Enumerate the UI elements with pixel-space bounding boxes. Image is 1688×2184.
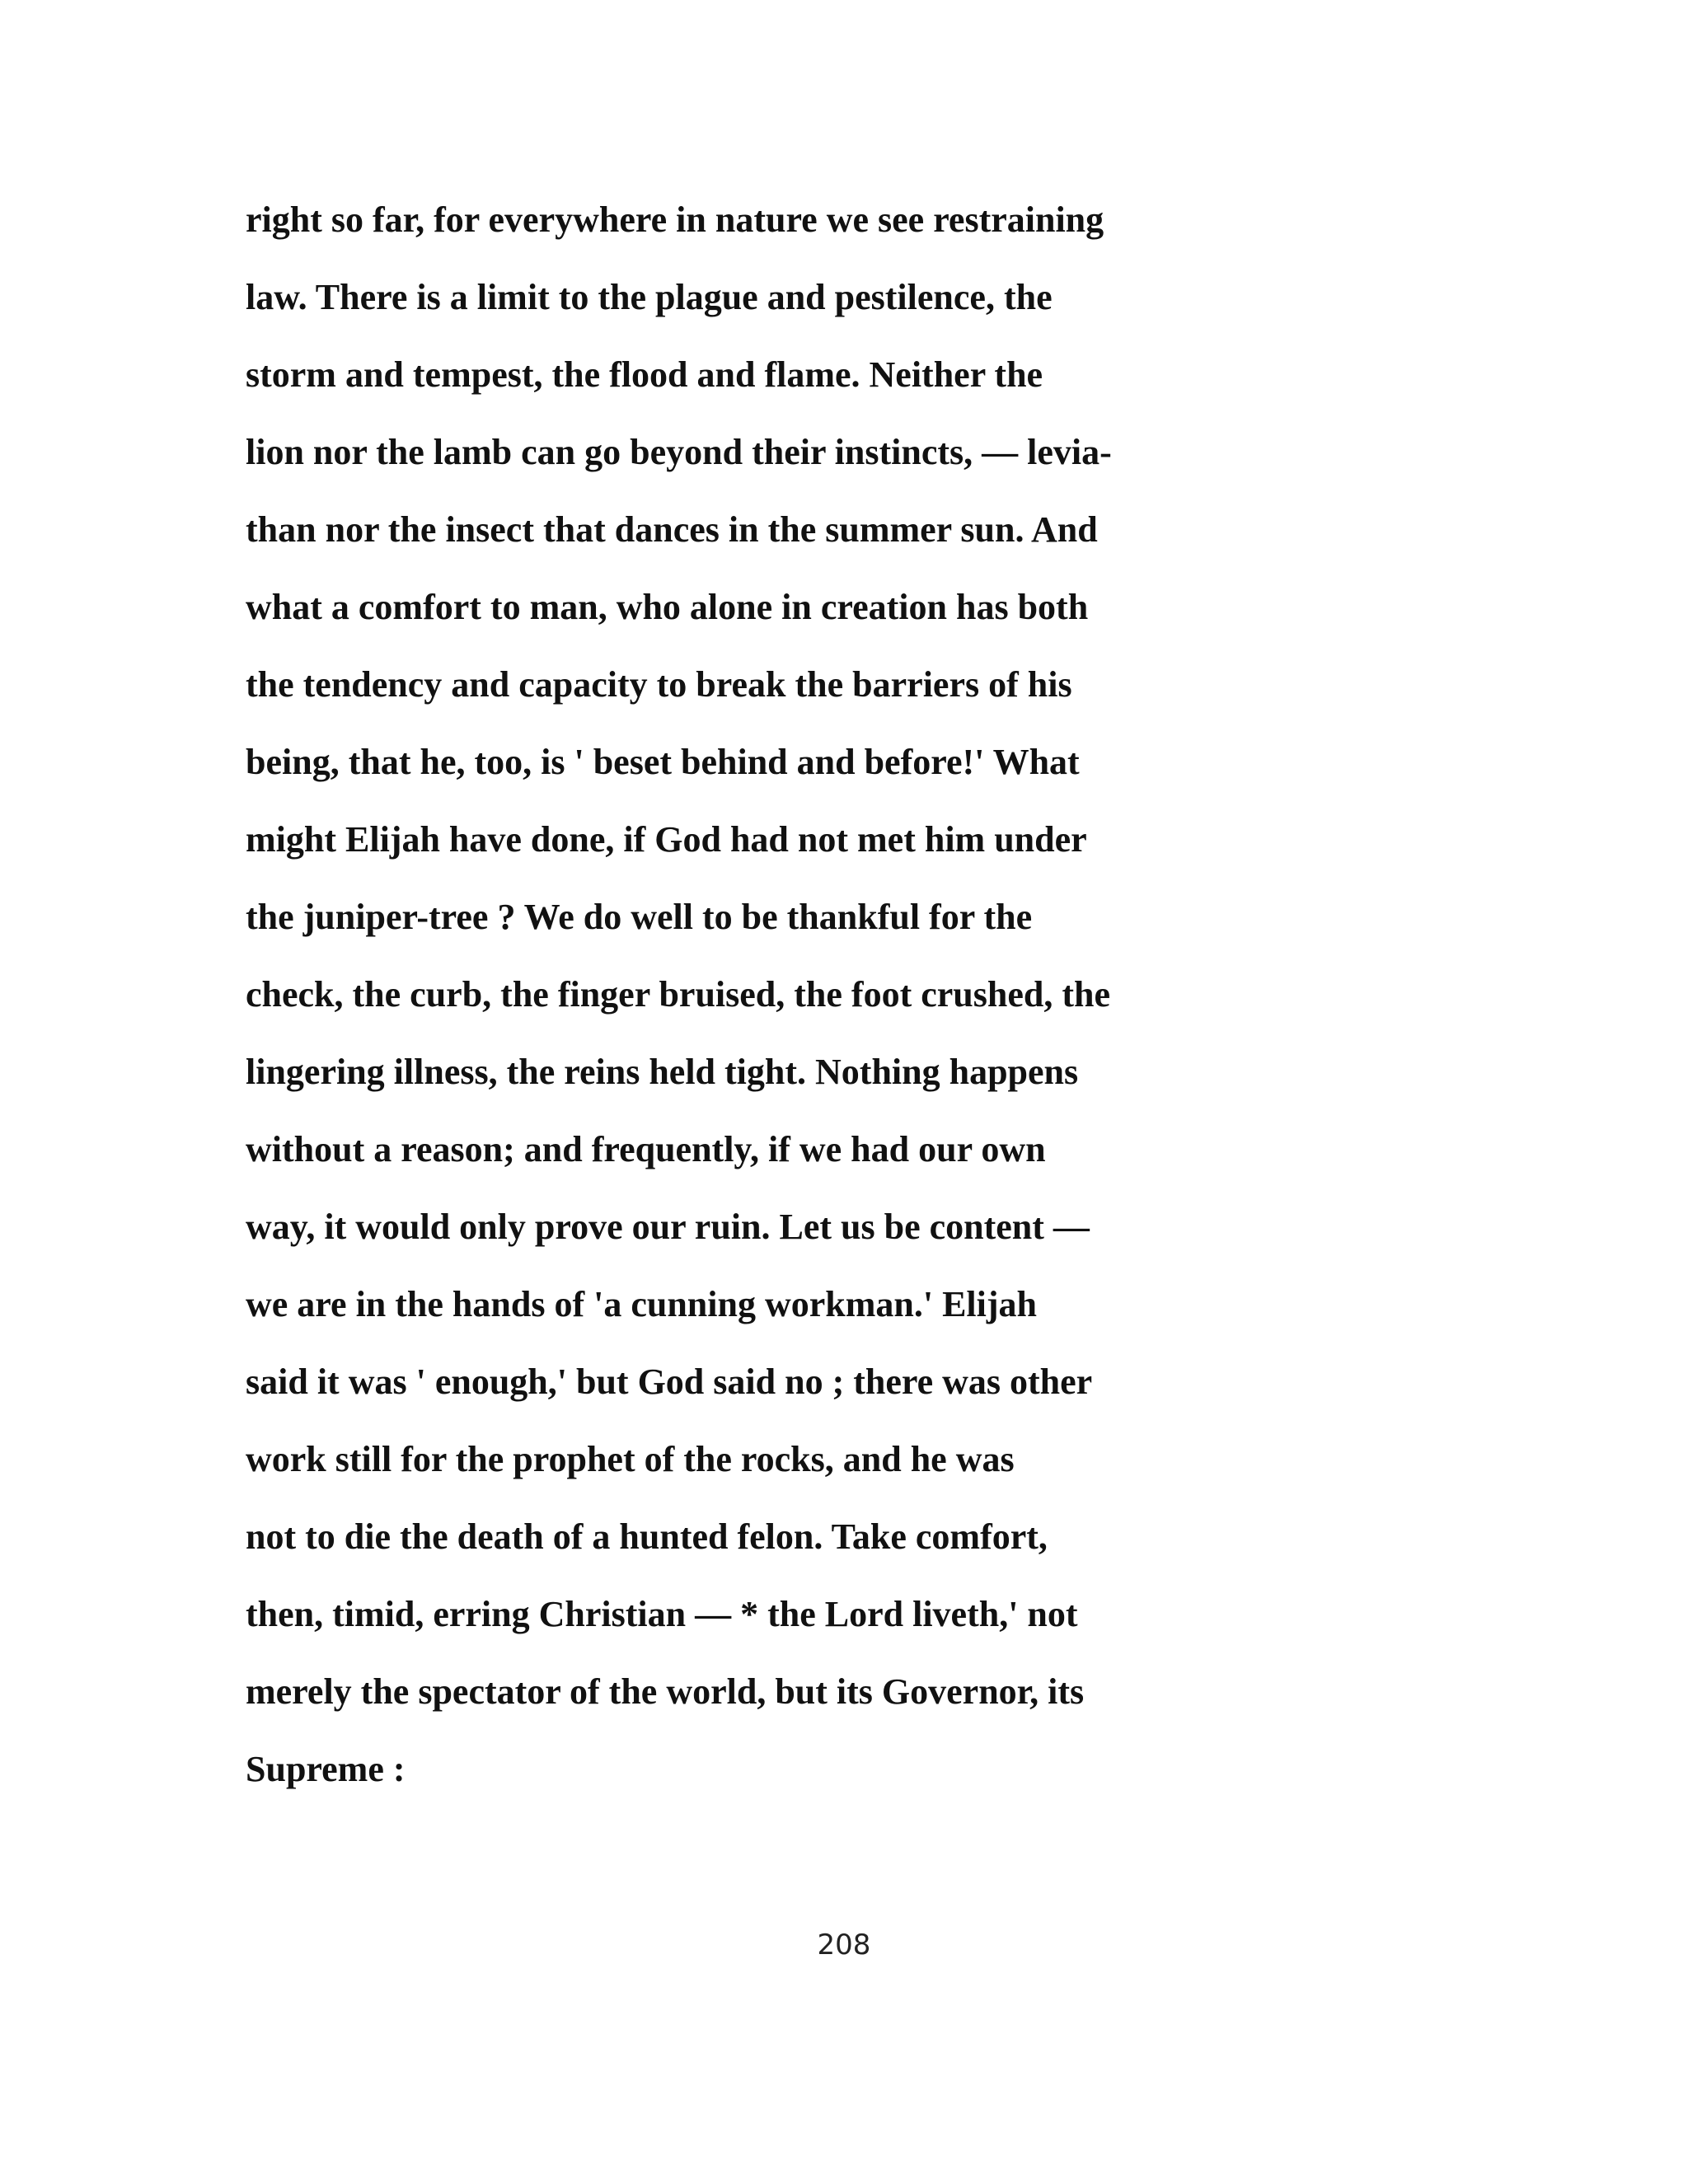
page-number: 208 [817,1929,871,1961]
text-line: check, the curb, the finger bruised, the foot crushed, the [246,974,1110,1015]
text-line: lingering illness, the reins held tight. Nothing happens [246,1052,1079,1092]
text-line: then, timid, erring Christian — * the Lord liveth,' not [246,1594,1078,1634]
text-line: storm and tempest, the flood and flame. Neither the [246,354,1043,395]
text-line: the tendency and capacity to break the barriers of his [246,664,1072,705]
text-line: might Elijah have done, if God had not met him under [246,819,1087,860]
text-line: work still for the prophet of the rocks, and he was [246,1439,1015,1479]
text-line: we are in the hands of 'a cunning workman.' Elijah [246,1284,1038,1324]
body-text [246,195,1482,1822]
text-line: than nor the insect that dances in the summer sun. And [246,509,1098,550]
text-line: said it was ' enough,' but God said no ; there was other [246,1361,1093,1402]
text-line: without a reason; and frequently, if we had our own [246,1129,1046,1169]
text-line: what a comfort to man, who alone in creation has both [246,587,1089,627]
text-line: way, it would only prove our ruin. Let us be content — [246,1207,1090,1247]
text-line: being, that he, too, is ' beset behind and before!' What [246,742,1080,782]
text-line: merely the spectator of the world, but its Governor, its [246,1671,1085,1712]
text-line: right so far, for everywhere in nature we see restraining [246,199,1104,240]
text-line: the juniper-tree ? We do well to be thankful for the [246,897,1033,937]
text-line: not to die the death of a hunted felon. Take comfort, [246,1516,1048,1557]
text-line: Supreme : [246,1749,406,1789]
text-line: law. There is a limit to the plague and pestilence, the [246,277,1053,317]
text-line: lion nor the lamb can go beyond their instincts, — levia- [246,432,1112,472]
